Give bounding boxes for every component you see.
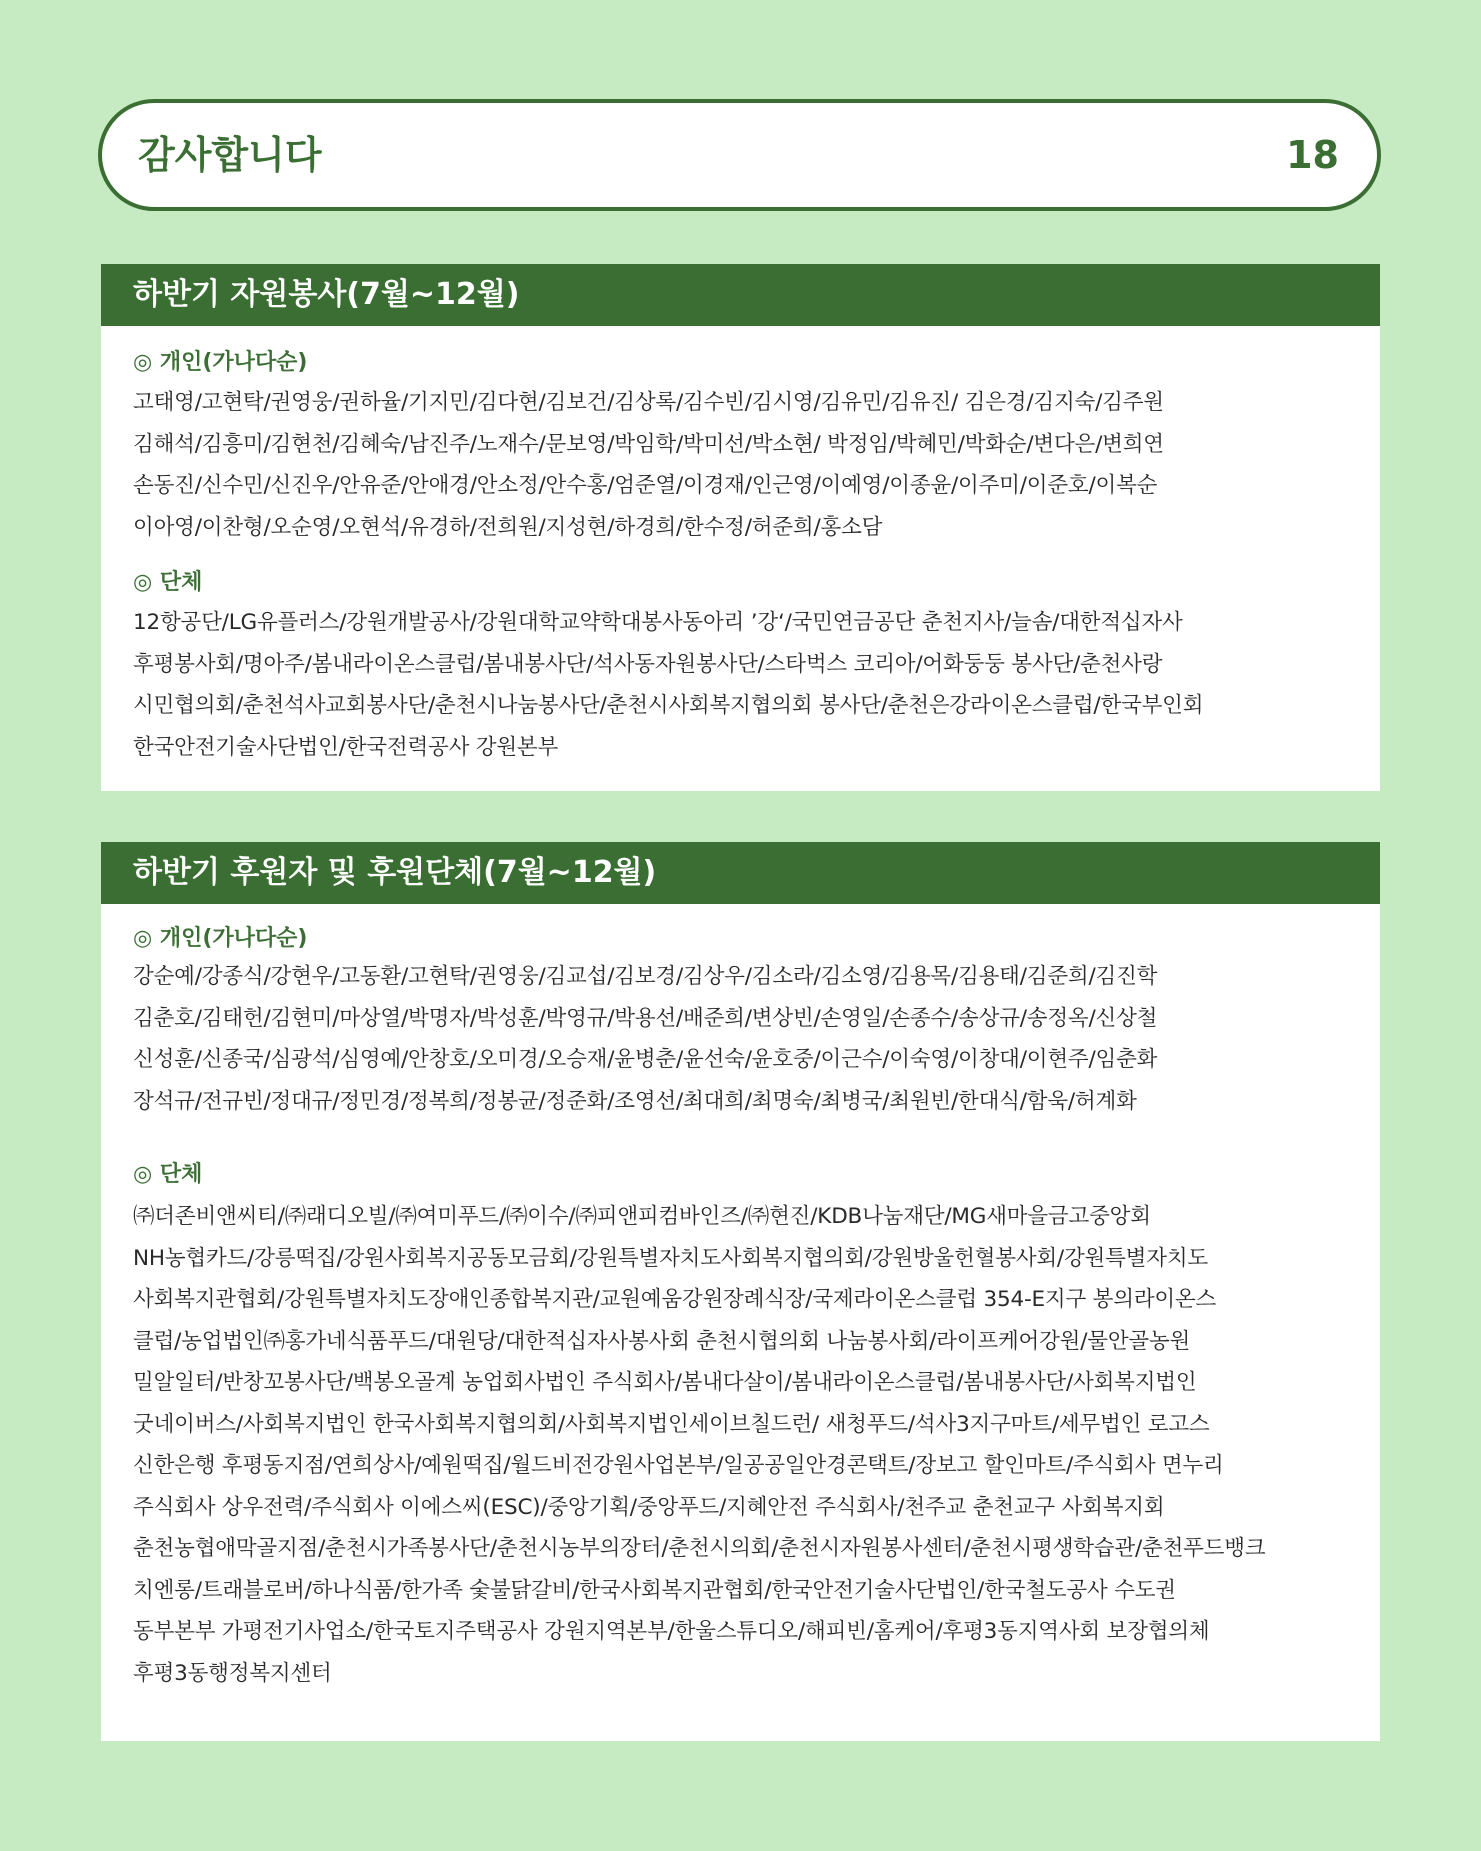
section-body — [101, 904, 1380, 1694]
organizations-list: ㈜더존비앤씨티/㈜래디오빌/㈜여미푸드/㈜이수/㈜피앤피컴바인즈/㈜현진/KDB나눔재단/MG새마을금고중앙회 NH농협카드/강릉떡집/강원사회복지공동모금회/강원특별자치도사회복지협의회/강원방울헌혈봉사회/강원특별자치도 사회복지관협회/강원특별자치도장애인종합복지관/교원예움강원장례식장/국제라이온스클럽 354-E지구 봉의라이온스 클럽/농업법인㈜홍가네식품푸드/대원당/대한적십자사봉사회 춘천시협의회 나눔봉사회/라이프케어강원/물안골농원 밀알일터/반창꼬봉사단/백봉오골계 농업회사법인 주식회사/봄내다살이/봄내라이온스클럽/봄내봉사단/사회복지법인 굿네이버스/사회복지법인 한국사회복지협의회/사회복지법인세이브칠드런/ 새청푸드/석사3지구마트/세무법인 로고스 신한은행 후평동지점/연희상사/예원떡집/월드비전강원사업본부/일공공일안경콘택트/장보고 할인마트/주식회사 면누리 주식회사 상우전력/주식회사 이에스씨(ESC)/중앙기획/중앙푸드/지혜안전 주식회사/천주교 춘천교구 사회복지회 춘천농협애막골지점/춘천시가족봉사단/춘천시농부의장터/춘천시의회/춘천시자원봉사센터/춘천시평생학습관/춘천푸드뱅크 치엔롱/트래블로버/하나식품/한가족 숯불닭갈비/한국사회복지관협회/한국안전기술사단법인/한국철도공사 수도권 동부본부 가평전기사업소/한국토지주택공사 강원지역본부/한울스튜디오/해피빈/홈케어/후평3동지역사회 보장협의체 후평3동행정복지센터 — [133, 1204, 1266, 1686]
individuals-list: 고태영/고현탁/권영웅/권하율/기지민/김다현/김보건/김상록/김수빈/김시영/김유민/김유진/ 김은경/김지숙/김주원 김해석/김흥미/김현천/김혜숙/남진주/노재수/문보영/박임학/박미선/박소현/ 박정임/박혜민/박화순/변다은/변희연 손동진/신수민/신진우/안유준/안애경/안소정/안수홍/엄준열/이경재/인근영/이예영/이종윤/이주미/이준호/이복순 이아영/이찬형/오순영/오현석/유경하/전희원/지성현/하경희/한수정/허준희/홍소담 — [133, 390, 1164, 540]
section-title: 하반기 후원자 및 후원단체(7월~12월) — [101, 842, 1380, 904]
page-title: 감사합니다 — [138, 133, 322, 177]
individuals-heading: ◎ 개인(가나다순) — [133, 926, 308, 951]
page-number: 18 — [1286, 133, 1339, 177]
page-header — [98, 99, 1381, 211]
section-body — [101, 326, 1380, 768]
individuals-heading: ◎ 개인(가나다순) — [133, 350, 308, 375]
organizations-heading: ◎ 단체 — [133, 1162, 203, 1187]
section-volunteers — [101, 264, 1380, 791]
organizations-heading: ◎ 단체 — [133, 570, 203, 595]
section-title: 하반기 자원봉사(7월~12월) — [101, 264, 1380, 326]
individuals-list: 강순예/강종식/강현우/고동환/고현탁/권영웅/김교섭/김보경/김상우/김소라/김소영/김용목/김용태/김준희/김진학 김춘호/김태헌/김현미/마상열/박명자/박성훈/박영규/박용선/배준희/변상빈/손영일/손종수/송상규/송정옥/신상철 신성훈/신종국/심광석/심영예/안창호/오미경/오승재/윤병춘/윤선숙/윤호중/이근수/이숙영/이창대/이현주/임춘화 장석규/전규빈/정대규/정민경/정복희/정봉균/정준화/조영선/최대희/최명숙/최병국/최원빈/한대식/함욱/허계화 — [133, 964, 1158, 1114]
organizations-list: 12항공단/LG유플러스/강원개발공사/강원대학교약학대봉사동아리 ’강‘/국민연금공단 춘천지사/늘솜/대한적십자사 후평봉사회/명아주/봄내라이온스클럽/봄내봉사단/석사동자원봉사단/스타벅스 코리아/어화둥둥 봉사단/춘천사랑 시민협의회/춘천석사교회봉사단/춘천시나눔봉사단/춘천시사회복지협의회 봉사단/춘천은강라이온스클럽/한국부인회 한국안전기술사단법인/한국전력공사 강원본부 — [133, 610, 1204, 760]
section-donors — [101, 842, 1380, 1741]
